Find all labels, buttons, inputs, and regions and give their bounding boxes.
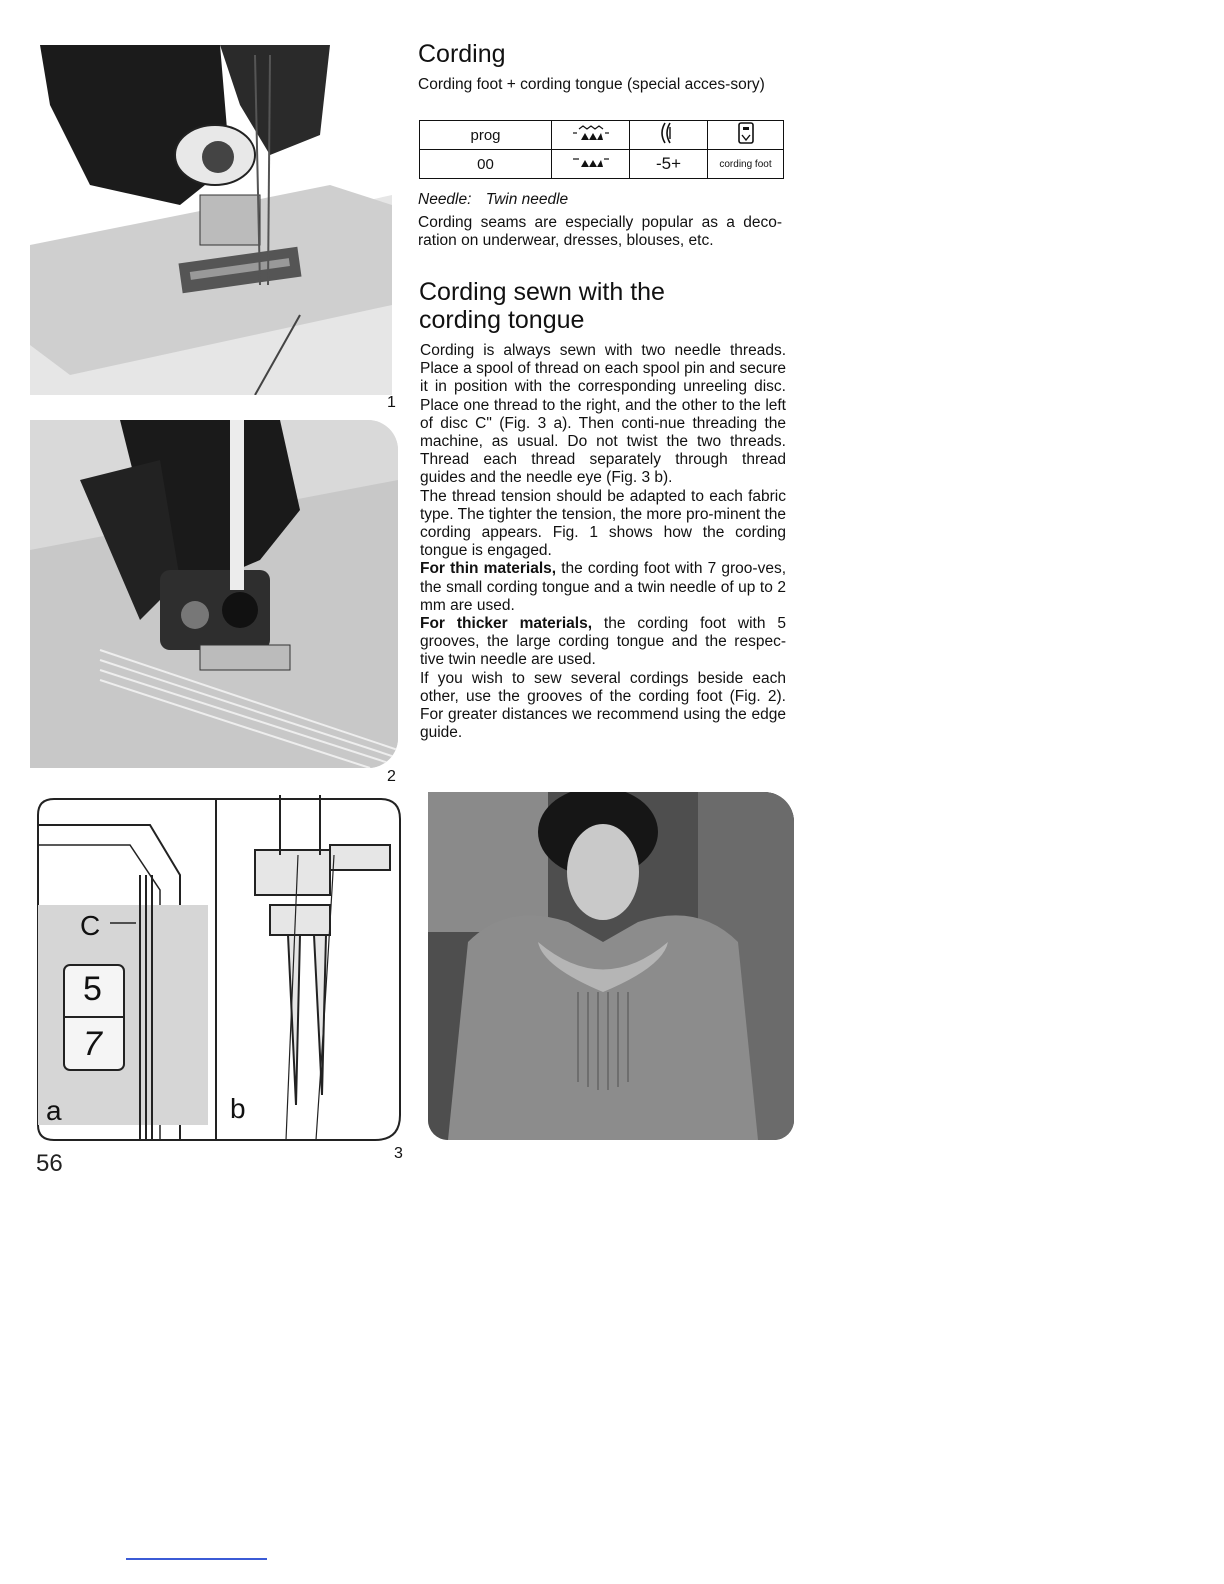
section2-thick-materials xyxy=(420,615,786,670)
section2-paragraph3: If you wish to sew several cordings beside each other, use the grooves of the cording foot (Fig. 2). For greater distances we recommend using the edge guide. xyxy=(420,669,786,742)
thin-materials-label: For thin materials, xyxy=(420,560,557,578)
section2-paragraph2: The thread tension should be adapted to each fabric type. The tighter the tension, the more pro-minent the cording appears. Fig. 1 shows how the cording tongue is engaged. xyxy=(420,487,786,560)
blouse-photo-illustration xyxy=(428,792,794,1140)
thin-materials-text: the cording foot with 7 groo-ves, the small cording tongue and a twin needle of up to 2 mm are used. xyxy=(420,560,786,614)
figure-3-illustration xyxy=(30,795,402,1143)
value-stitch-length: -5+ xyxy=(630,150,708,179)
blouse-photo xyxy=(428,792,794,1140)
figure-3-label-a: a xyxy=(46,1095,62,1126)
figure-3-number: 3 xyxy=(394,1145,403,1162)
figure-1-cording-foot-photo xyxy=(30,45,392,395)
header-prog: prog xyxy=(420,121,552,150)
needle-line xyxy=(418,191,782,209)
section1-description: Cording seams are especially popular as a deco-ration on underwear, dresses, blouses, etc. xyxy=(418,214,782,250)
section2-paragraph1: Cording is always sewn with two needle threads. Place a spool of thread on each spool pin and secure it in position with the corresponding unreeling disc. Place one thread to the right, and the other to the left of disc C" (Fig. 3 a). Then conti-nue threading the machine, as usual. Do not twist the two threads. Thread each thread separately through thread guides and the needle eye (Fig. 3 b). xyxy=(420,342,786,487)
needle-value: Twin needle xyxy=(485,191,569,208)
figure-2-number: 2 xyxy=(387,768,396,785)
value-prog: 00 xyxy=(420,150,552,179)
section-title-line2: cording tongue xyxy=(419,306,585,334)
section2-thin-materials xyxy=(420,560,786,615)
thick-materials-label: For thicker materials, xyxy=(420,615,592,633)
figure-3-label-c: C xyxy=(80,910,101,941)
section2-body xyxy=(420,342,786,742)
stitch-pattern-icon xyxy=(552,121,630,150)
section-title-cording: Cording xyxy=(418,40,506,68)
stitch-width-icon xyxy=(552,150,630,179)
value-presser-foot: cording foot xyxy=(708,150,784,179)
stitch-length-icon xyxy=(630,121,708,150)
presser-foot-icon xyxy=(708,121,784,150)
section-subtitle: Cording foot + cording tongue (special acces-sory) xyxy=(418,76,765,93)
section-title-cording-tongue xyxy=(419,278,665,334)
figure-3-threading-diagram xyxy=(30,795,402,1143)
figure-1-illustration xyxy=(30,45,392,395)
settings-table xyxy=(419,120,784,179)
figure-2-illustration xyxy=(30,420,398,768)
figure-1-number: 1 xyxy=(387,394,396,411)
figure-3-dial-bottom: 7 xyxy=(83,1025,102,1063)
thick-materials-text: the cording foot with 5 grooves, the large cording tongue and the respec-tive twin needle are used. xyxy=(420,615,786,669)
section-title-line1: Cording sewn with the xyxy=(419,278,665,306)
needle-label: Needle: xyxy=(418,191,472,208)
settings-header-row xyxy=(420,121,784,150)
figure-2-cording-seam-photo xyxy=(30,420,398,768)
figure-3-dial-top: 5 xyxy=(83,970,102,1008)
figure-3-label-b: b xyxy=(230,1093,246,1124)
footer-line xyxy=(126,1558,267,1560)
page-number: 56 xyxy=(36,1150,63,1177)
settings-value-row xyxy=(420,150,784,179)
